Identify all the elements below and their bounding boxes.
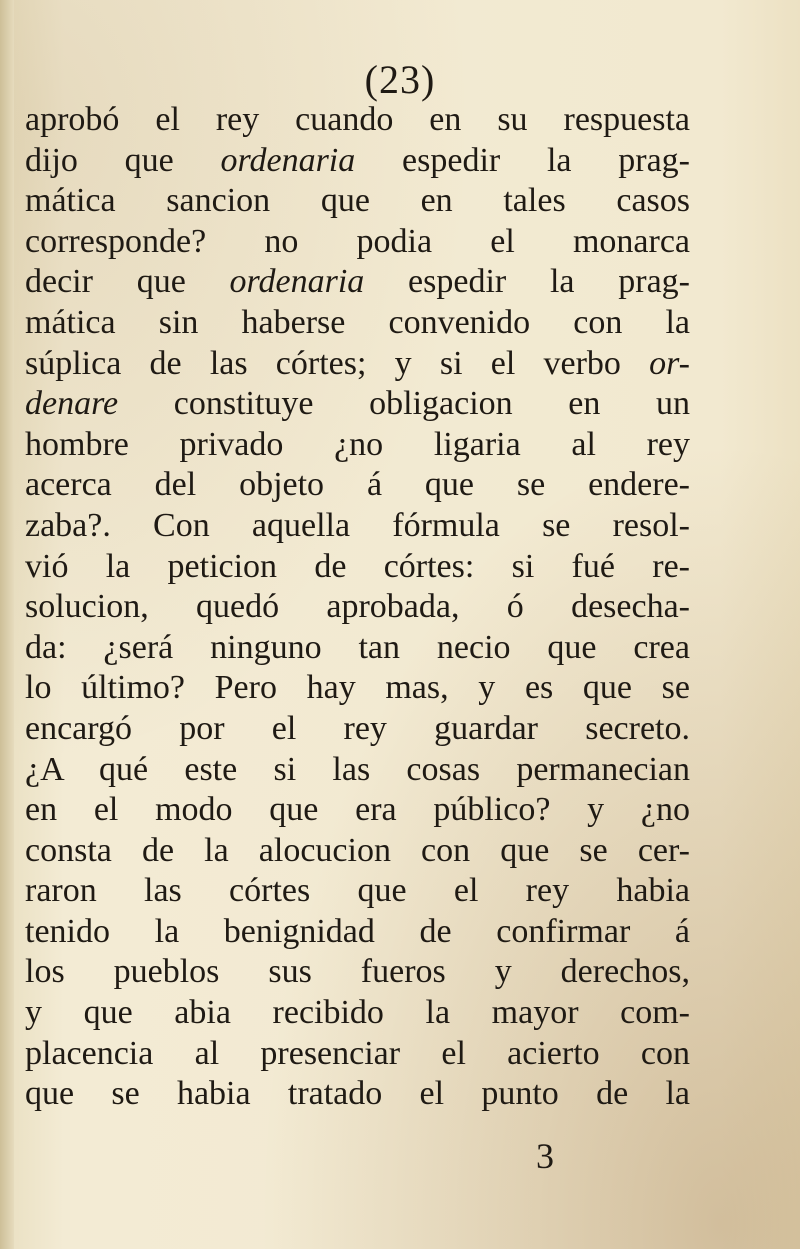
text-line [25, 912, 690, 953]
text-segment: hombre privado ¿no ligaria al rey [25, 425, 690, 463]
text-segment: mática sin haberse convenido con la [25, 303, 690, 341]
text-segment: vió la peticion de córtes: si fué re- [25, 547, 690, 585]
text-segment: mática sancion que en tales casos [25, 182, 690, 220]
text-segment: acerca del objeto á que se endere- [25, 466, 690, 504]
text-segment: lo último? Pero hay mas, y es que se [25, 669, 690, 707]
text-line [25, 871, 690, 912]
text-segment: placencia al presenciar el acierto con [25, 1034, 690, 1072]
text-segment: constituye obligacion en un [118, 385, 690, 423]
text-line [25, 709, 690, 750]
text-line [25, 750, 690, 791]
text-line [25, 181, 690, 222]
italic-text-segment: or- [649, 344, 690, 382]
text-line [25, 303, 690, 344]
text-segment: en el modo que era público? y ¿no [25, 791, 690, 829]
text-segment: espedir la prag- [364, 263, 690, 301]
text-line [25, 100, 690, 141]
text-segment: ¿A qué este si las cosas permanecian [25, 750, 690, 788]
text-line [25, 344, 690, 385]
text-segment: y que abia recibido la mayor com- [25, 994, 690, 1032]
text-line [25, 465, 690, 506]
text-line [25, 1034, 690, 1075]
text-segment: dijo que [25, 141, 221, 179]
text-line [25, 506, 690, 547]
text-line [25, 668, 690, 709]
page-number: (23) [364, 57, 436, 102]
text-segment: aprobó el rey cuando en su respuesta [25, 101, 690, 138]
text-line [25, 547, 690, 588]
text-line [25, 1074, 690, 1115]
text-segment: tenido la benignidad de confirmar á [25, 912, 690, 950]
text-segment: espedir la prag- [355, 141, 690, 179]
italic-text-segment: ordenaria [220, 141, 356, 179]
text-segment: da: ¿será ninguno tan necio que crea [25, 628, 690, 666]
text-segment: raron las córtes que el rey habia [25, 872, 690, 910]
text-line [25, 790, 690, 831]
text-segment: zaba?. Con aquella fórmula se resol- [25, 506, 690, 544]
text-segment: súplica de las córtes; y si el verbo [25, 344, 650, 382]
text-segment: los pueblos sus fueros y derechos, [25, 953, 690, 991]
text-line [25, 141, 690, 182]
text-segment: corresponde? no podia el monarca [25, 222, 690, 260]
text-line [25, 587, 690, 628]
text-segment: encargó por el rey guardar secreto. [25, 709, 690, 747]
text-segment: consta de la alocucion con que se cer- [25, 831, 690, 869]
italic-text-segment: ordenaria [229, 263, 365, 301]
text-line [25, 952, 690, 993]
italic-text-segment: denare [25, 385, 119, 423]
text-line [25, 628, 690, 669]
body-text [25, 100, 690, 1115]
text-line [25, 384, 690, 425]
text-line [25, 262, 690, 303]
text-segment: decir que [25, 263, 230, 301]
text-line [25, 831, 690, 872]
text-line [25, 222, 690, 263]
text-segment: solucion, quedó aprobada, ó desecha- [25, 588, 690, 626]
text-line [25, 993, 690, 1034]
signature-mark: 3 [536, 1136, 554, 1176]
text-line [25, 425, 690, 466]
text-segment: que se habia tratado el punto de la [25, 1075, 690, 1113]
page-gutter [0, 0, 14, 1249]
